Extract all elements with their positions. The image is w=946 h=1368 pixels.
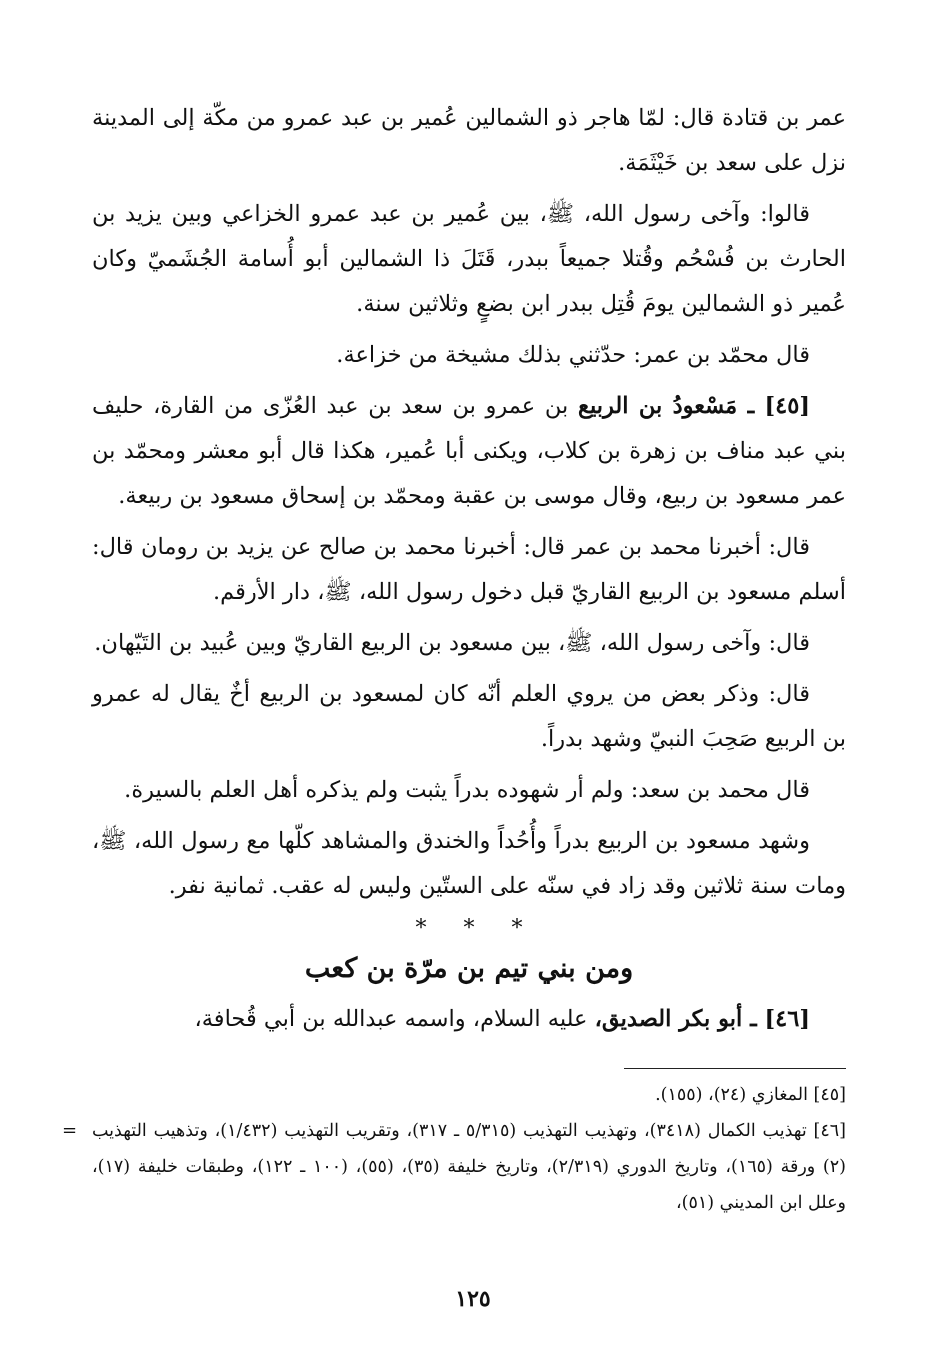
- paragraph: قال محمّد بن عمر: حدّثني بذلك مشيخة من خزاعة.: [336, 342, 810, 368]
- paragraph: قال: أخبرنا محمد بن عمر قال: أخبرنا محمد بن صالح عن يزيد بن رومان قال: أسلم مسعود بن الربيع القاريّ قبل دخول رسول الله، ﷺ، دار الأرقم.: [92, 534, 846, 605]
- entry-46-text: عليه السلام، واسمه عبدالله بن أبي قُحافة،: [194, 1006, 588, 1032]
- paragraph: وشهد مسعود بن الربيع بدراً وأُحُداً والخندق والمشاهد كلّها مع رسول الله، ﷺ، ومات سنة ثلاثين وقد زاد في سنّه على الستّين وليس له عقب. ثمانية نفر.: [92, 828, 846, 899]
- entry-46-heading: [٤٦] ـ أبو بكر الصديق،: [594, 1006, 810, 1032]
- page-number: ١٢٥: [455, 1286, 491, 1312]
- paragraph: عمر بن قتادة قال: لمّا هاجر ذو الشمالين عُمير بن عبد عمرو من مكّة إلى المدينة نزل على سعد بن خَيْثَمَة.: [92, 105, 846, 176]
- section-separator: * * *: [415, 916, 523, 941]
- paragraph: قالوا: وآخى رسول الله، ﷺ، بين عُمير بن عبد عمرو الخزاعي وبين يزيد بن الحارث بن فُسْحُم وقُتلا جميعاً ببدر، قَتَلَ ذا الشمالين أبو أُسامة الجُشَميّ وكان عُمير ذو الشمالين يومَ قُتِل ببدر ابن بضعٍ وثلاثين سنة.: [92, 201, 846, 317]
- footnote-46-text: [٤٦] تهذيب الكمال (٣٤١٨)، وتهذيب التهذيب (٥/٣١٥ ـ ٣١٧)، وتقريب التهذيب (١/٤٣٢)، وتذهيب التهذيب (٢) ورقة (١٦٥)، وتاريخ الدوري (٢/٣١٩)، وتاريخ خليفة (٣٥)، (٥٥)، (١٠٠ ـ ١٢٢)، وطبقات خليفة (١٧)، وعلل ابن المديني (٥١)،: [92, 1121, 846, 1213]
- footnote-45: [٤٥] المغازي (٢٤)، (١٥٥).: [655, 1085, 846, 1105]
- entry-45-heading: [٤٥] ـ مَسْعودُ بن الربيع: [577, 393, 810, 419]
- footnote-divider: [624, 1068, 846, 1069]
- entry-45: [92, 384, 846, 519]
- paragraph: قال: وذكر بعض من يروي العلم أنّه كان لمسعود بن الربيع أخٌ يقال له عمرو بن الربيع صَحِبَ النبيّ وشهد بدراً.: [92, 681, 846, 752]
- page-body: [62, 96, 846, 1221]
- paragraph: قال محمد بن سعد: ولم أر شهوده بدراً يثبت ولم يذكره أهل العلم بالسيرة.: [124, 777, 810, 803]
- section-title: ومن بني تيم بن مرّة بن كعب: [304, 953, 634, 984]
- continuation-mark: =: [62, 1120, 78, 1141]
- entry-46: [92, 997, 846, 1042]
- footnote-46: [62, 1113, 846, 1221]
- entry-45-text: بن عمرو بن سعد بن عبد العُزّى من القارة، حليف بني عبد مناف بن زهرة بن كلاب، ويكنى أبا عُمير، هكذا قال أبو معشر ومحمّد بن عمر مسعود بن ربيع، وقال موسى بن عقبة ومحمّد بن إسحاق مسعود بن ربيعة.: [92, 393, 846, 509]
- paragraph: قال: وآخى رسول الله، ﷺ، بين مسعود بن الربيع القاريّ وبين عُبيد بن التَيّهان.: [94, 630, 810, 656]
